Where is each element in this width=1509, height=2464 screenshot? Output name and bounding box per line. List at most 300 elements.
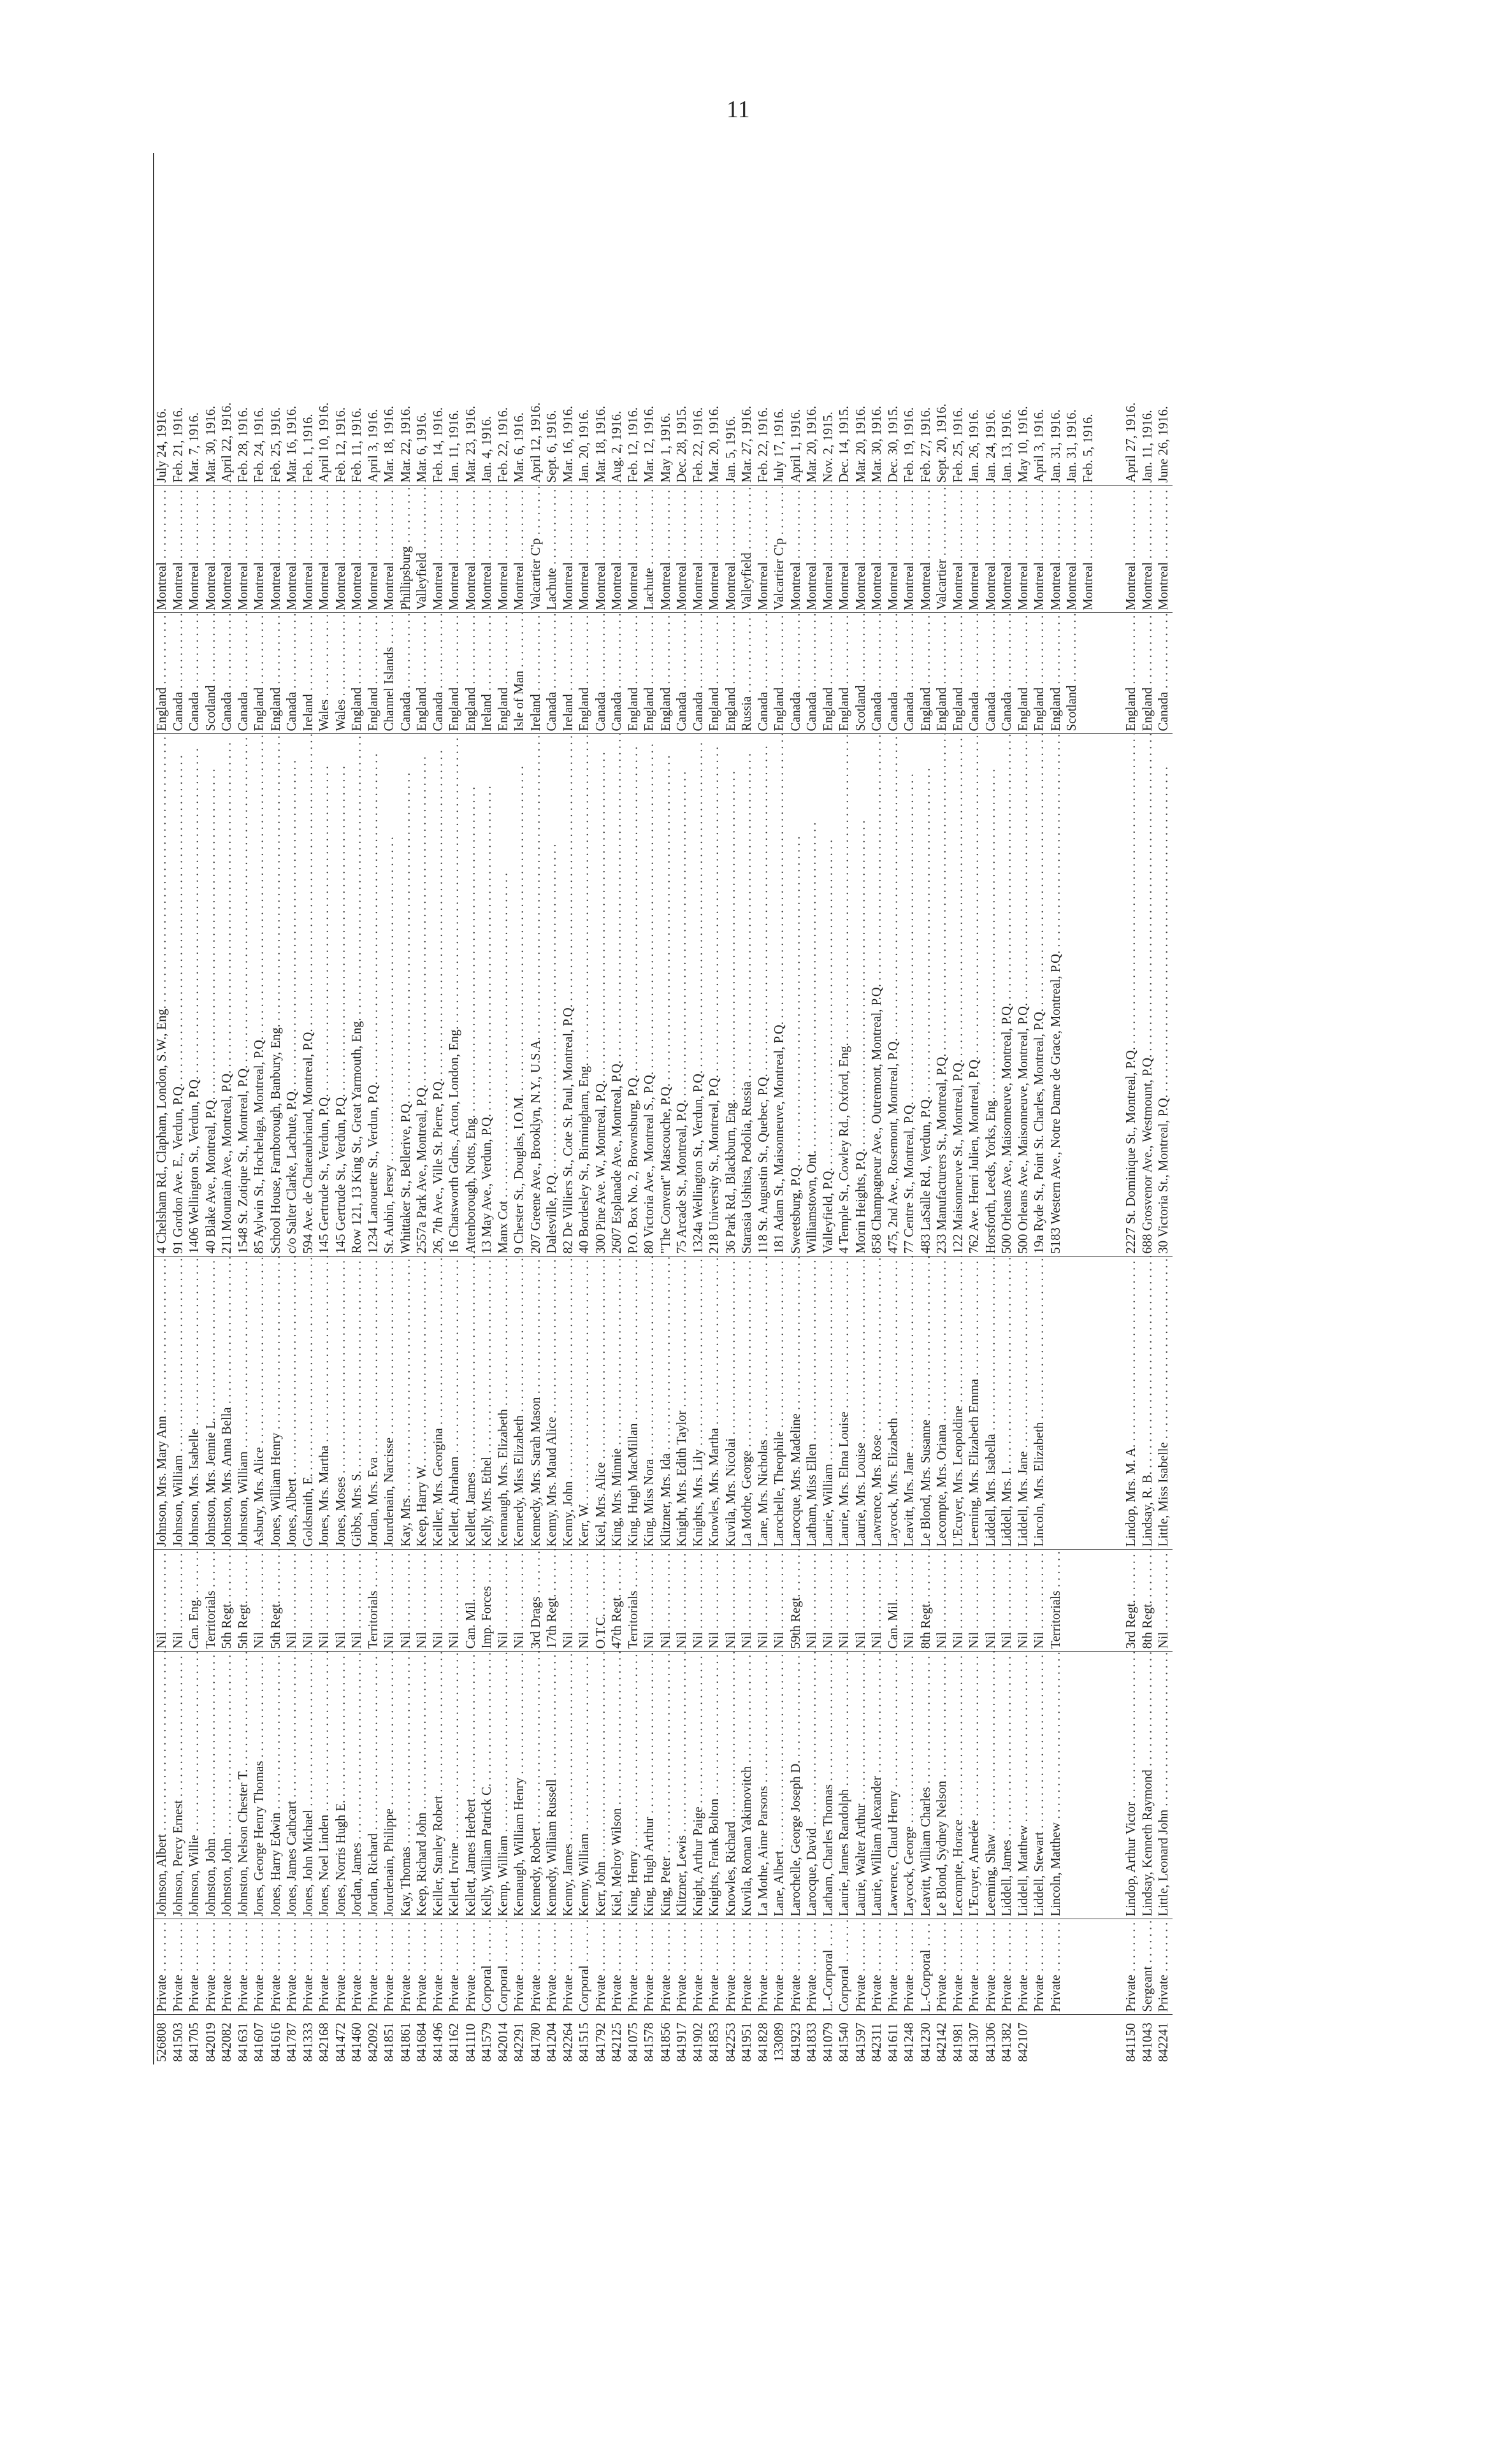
- former-corps-cell: Nil . . .: [804, 1550, 821, 1652]
- country-of-birth-cell: England . . .: [1048, 613, 1065, 734]
- place-of-enlistment-cell: Lachute . . .: [544, 486, 561, 613]
- date-of-enlistment-cell: April 10, 1916.: [317, 153, 333, 486]
- next-of-kin-address-cell: 145 Gertrude St., Verdun, P.Q. . . .: [317, 734, 333, 1257]
- country-of-birth-cell: Canada . . .: [171, 613, 187, 734]
- former-corps-cell: Nil . . .: [902, 1550, 918, 1652]
- place-of-enlistment-cell: Montreal . . .: [252, 486, 268, 613]
- date-of-enlistment-cell: Feb. 22, 1916.: [496, 153, 512, 486]
- regimental-number-cell: 841851: [382, 2022, 397, 2062]
- place-of-enlistment-cell: Montreal . . .: [1156, 486, 1173, 613]
- table-row: [756, 153, 772, 2064]
- date-of-enlistment-cell: Dec. 30, 1915.: [886, 153, 902, 486]
- country-of-birth-cell: Ireland . . .: [301, 613, 317, 734]
- regimental-number-cell: 841597: [853, 2022, 868, 2062]
- next-of-kin-address-cell: Row 121, 13 King St., Great Yarmouth, Eng. . . .: [349, 734, 366, 1257]
- country-of-birth-cell: Canada . . .: [902, 613, 918, 734]
- next-of-kin-cell: Johnson, Mrs. Mary Ann . . .: [154, 1257, 171, 1550]
- country-of-birth-cell: England . . .: [642, 613, 658, 734]
- place-of-enlistment-cell: Montreal . . .: [431, 486, 447, 613]
- former-corps-cell: 5th Regt. . . .: [268, 1550, 285, 1652]
- soldier-name-cell: King, Henry . . .: [626, 1652, 642, 1919]
- soldier-name-cell: Kellett, Irvine . . .: [447, 1652, 463, 1919]
- regimental-number-cell: 841861: [398, 2022, 413, 2062]
- soldier-name-cell: Lindsay, Kenneth Raymond . . .: [1140, 1652, 1157, 1919]
- rank-cell: Private . . .: [788, 1919, 805, 2015]
- rank-cell: Private . . .: [967, 1919, 983, 2015]
- next-of-kin-cell: Kenny, John . . .: [561, 1257, 577, 1550]
- rank-cell: Private . . .: [528, 1919, 545, 2015]
- table-row: [268, 153, 285, 2064]
- next-of-kin-cell: Laurie, Mrs. Louise . . .: [853, 1257, 870, 1550]
- rank-cell: Private . . .: [512, 1919, 528, 2015]
- next-of-kin-cell: Kellett, James . . .: [463, 1257, 480, 1550]
- rank-cell: Private . . .: [853, 1919, 870, 2015]
- roll-body: [154, 153, 1173, 2064]
- rank-cell: Private . . .: [951, 1919, 967, 2015]
- country-of-birth-cell: Scotland . . .: [853, 613, 870, 734]
- former-corps-cell: Nil . . .: [154, 1550, 171, 1652]
- date-of-enlistment-cell: Feb. 28, 1916.: [236, 153, 252, 486]
- next-of-kin-cell: Liddell, Mrs. Jane . . .: [1016, 1257, 1032, 1550]
- next-of-kin-cell: Jordan, Mrs. Eva . . .: [366, 1257, 382, 1550]
- soldier-name-cell: Little, Leonard John . . .: [1156, 1652, 1173, 1919]
- table-row: [869, 153, 886, 2064]
- next-of-kin-address-cell: 5183 Western Ave., Notre Dame de Grace, Montreal, P.Q. . . .: [1048, 734, 1065, 1257]
- place-of-enlistment-cell: Valcartier C'p . . .: [528, 486, 545, 613]
- former-corps-cell: 17th Regt. . . .: [544, 1550, 561, 1652]
- place-of-enlistment-cell: Montreal . . .: [951, 486, 967, 613]
- next-of-kin-cell: L'Ecuyer, Mrs. Leopoldine . . .: [951, 1257, 967, 1550]
- former-corps-cell: Nil . . .: [739, 1550, 756, 1652]
- country-of-birth-cell: Canada . . .: [284, 613, 301, 734]
- gap-cell: [1097, 1919, 1123, 2015]
- country-of-birth-cell: Canada . . .: [983, 613, 1000, 734]
- next-of-kin-address-cell: Valleyfield, P.Q. . . .: [821, 734, 837, 1257]
- regimental-number-cell: 842264: [561, 2022, 575, 2062]
- soldier-name-cell: Liddell, James . . .: [999, 1652, 1016, 1919]
- former-corps-cell: Nil . . .: [333, 1550, 350, 1652]
- former-corps-cell: Imp. Forces . . .: [479, 1550, 496, 1652]
- table-row: [902, 153, 918, 2064]
- table-row: [382, 153, 398, 2064]
- date-of-enlistment-cell: April 27, 1916.: [1123, 153, 1140, 486]
- table-row: [447, 153, 463, 2064]
- gap-cell: [1097, 1652, 1123, 1919]
- regimental-number-cell: 841079: [821, 2022, 835, 2062]
- next-of-kin-cell: Lincoln, Mrs. Elizabeth . . .: [1032, 1257, 1048, 1550]
- place-of-enlistment-cell: Montreal . . .: [1016, 486, 1032, 613]
- soldier-name-cell: Jordan, James . . .: [349, 1652, 366, 1919]
- next-of-kin-address-cell: 1548 St. Zotique St., Montreal, P.Q. . . .: [236, 734, 252, 1257]
- place-of-enlistment-cell: Valleyfield . . .: [414, 486, 431, 613]
- soldier-name-cell: Johnston, John . . .: [203, 1652, 220, 1919]
- next-of-kin-cell: Lindsay, R. B. . . .: [1140, 1257, 1157, 1550]
- regimental-number-cell: 841607: [252, 2022, 267, 2062]
- place-of-enlistment-cell: Valcartier C'p . . .: [772, 486, 788, 613]
- soldier-name-cell: Liddell, Matthew . . .: [1016, 1652, 1032, 1919]
- regimental-number-cell: 841248: [902, 2022, 917, 2062]
- country-of-birth-cell: Scotland . . .: [203, 613, 220, 734]
- date-of-enlistment-cell: Feb. 5, 1916.: [1081, 153, 1097, 486]
- country-of-birth-cell: Scotland . . .: [1064, 613, 1081, 734]
- country-of-birth-cell: Canada . . .: [544, 613, 561, 734]
- date-of-enlistment-cell: Mar. 23, 1916.: [463, 153, 480, 486]
- place-of-enlistment-cell: Montreal . . .: [219, 486, 236, 613]
- former-corps-cell: Nil . . .: [252, 1550, 268, 1652]
- date-of-enlistment-cell: Feb. 24, 1916.: [252, 153, 268, 486]
- rank-cell: Private . . .: [366, 1919, 382, 2015]
- country-of-birth-cell: England . . .: [951, 613, 967, 734]
- table-row: [154, 153, 171, 2064]
- country-of-birth-cell: England . . .: [707, 613, 723, 734]
- next-of-kin-address-cell: 300 Pine Ave. W., Montreal, P.Q. . . .: [593, 734, 610, 1257]
- date-of-enlistment-cell: Feb. 25, 1916.: [268, 153, 285, 486]
- place-of-enlistment-cell: Montreal . . .: [869, 486, 886, 613]
- next-of-kin-cell: Knight, Mrs. Edith Taylor . . .: [674, 1257, 691, 1550]
- next-of-kin-cell: Asbury, Mrs. Alice . . .: [252, 1257, 268, 1550]
- soldier-name-cell: Lawrence, Claud Henry . . .: [886, 1652, 902, 1919]
- soldier-name-cell: Laurie, Walter Arthur . . .: [853, 1652, 870, 1919]
- next-of-kin-address-cell: 80 Victoria Ave., Montreal S., P.Q. . . .: [642, 734, 658, 1257]
- rank-cell: Private . . .: [154, 1919, 171, 2015]
- rank-cell: Private . . .: [187, 1919, 203, 2015]
- country-of-birth-cell: England . . .: [821, 613, 837, 734]
- soldier-name-cell: [1064, 1652, 1081, 1919]
- date-of-enlistment-cell: Dec. 28, 1915.: [674, 153, 691, 486]
- next-of-kin-address-cell: Williamstown, Ont. . . .: [804, 734, 821, 1257]
- soldier-name-cell: Johnson, Willie . . .: [187, 1652, 203, 1919]
- regimental-number-cell: 841951: [740, 2022, 754, 2062]
- rank-cell: Private . . .: [382, 1919, 398, 2015]
- former-corps-cell: 3rd Regt. . . .: [1123, 1550, 1140, 1652]
- next-of-kin-cell: Little, Miss Isabelle . . .: [1156, 1257, 1173, 1550]
- country-of-birth-cell: Canada . . .: [691, 613, 707, 734]
- date-of-enlistment-cell: Mar. 16, 1916.: [561, 153, 577, 486]
- date-of-enlistment-cell: Sept. 6, 1916.: [544, 153, 561, 486]
- next-of-kin-address-cell: 2607 Esplanade Ave., Montreal, P.Q. . . .: [609, 734, 626, 1257]
- date-of-enlistment-cell: Jan. 11, 1916.: [447, 153, 463, 486]
- next-of-kin-address-cell: 16 Chatsworth Gdns., Acton, London, Eng. . . .: [447, 734, 463, 1257]
- regimental-number-cell: 841579: [480, 2022, 495, 2062]
- former-corps-cell: Nil . . .: [414, 1550, 431, 1652]
- former-corps-cell: 5th Regt. . . .: [219, 1550, 236, 1652]
- soldier-name-cell: Jones, James Cathcart . . .: [284, 1652, 301, 1919]
- place-of-enlistment-cell: Valleyfield . . .: [739, 486, 756, 613]
- date-of-enlistment-cell: Mar. 27, 1916.: [739, 153, 756, 486]
- table-row: [804, 153, 821, 2064]
- next-of-kin-address-cell: Whittaker St., Bellerive, P.Q. . . .: [398, 734, 415, 1257]
- next-of-kin-cell: Jones, William Henry . . .: [268, 1257, 285, 1550]
- soldier-name-cell: Keep, Richard John . . .: [414, 1652, 431, 1919]
- table-row: [366, 153, 382, 2064]
- country-of-birth-cell: England . . .: [496, 613, 512, 734]
- soldier-name-cell: Laurie, James Randolph . . .: [837, 1652, 853, 1919]
- former-corps-cell: Nil . . .: [496, 1550, 512, 1652]
- soldier-name-cell: Johnston, Nelson Chester T. . . .: [236, 1652, 252, 1919]
- next-of-kin-cell: Larochelle, Theophile . . .: [772, 1257, 788, 1550]
- gap-cell: [1097, 1257, 1123, 1550]
- former-corps-cell: Nil . . .: [1016, 1550, 1032, 1652]
- table-row: [203, 153, 220, 2064]
- rank-cell: Corporal . . .: [577, 1919, 593, 2015]
- next-of-kin-cell: Kennedy, Mrs. Sarah Mason . . .: [528, 1257, 545, 1550]
- rank-cell: Private . . .: [236, 1919, 252, 2015]
- table-row: [658, 153, 675, 2064]
- country-of-birth-cell: England . . .: [154, 613, 171, 734]
- date-of-enlistment-cell: April 1, 1916.: [788, 153, 805, 486]
- soldier-name-cell: Jones, John Michael . . .: [301, 1652, 317, 1919]
- former-corps-cell: Nil . . .: [1032, 1550, 1048, 1652]
- next-of-kin-cell: Latham, Miss Ellen . . .: [804, 1257, 821, 1550]
- former-corps-cell: 3rd Drags . . .: [528, 1550, 545, 1652]
- date-of-enlistment-cell: Mar. 12, 1916.: [642, 153, 658, 486]
- soldier-name-cell: [1081, 1652, 1097, 1919]
- place-of-enlistment-cell: Montreal . . .: [1032, 486, 1048, 613]
- regimental-number-cell: 841230: [918, 2022, 933, 2062]
- next-of-kin-address-cell: 36 Park Rd., Blackburn, Eng. . . .: [723, 734, 740, 1257]
- table-row: [1016, 153, 1032, 2064]
- place-of-enlistment-cell: Montreal . . .: [626, 486, 642, 613]
- former-corps-cell: Nil . . .: [967, 1550, 983, 1652]
- soldier-name-cell: Kennedy, Robert . . .: [528, 1652, 545, 1919]
- soldier-name-cell: Keiller, Stanley Robert . . .: [431, 1652, 447, 1919]
- place-of-enlistment-cell: Montreal . . .: [1048, 486, 1065, 613]
- date-of-enlistment-cell: Feb. 12, 1916.: [333, 153, 350, 486]
- place-of-enlistment-cell: Montreal . . .: [756, 486, 772, 613]
- date-of-enlistment-cell: Sept. 20, 1916.: [934, 153, 951, 486]
- next-of-kin-cell: [1048, 1257, 1065, 1550]
- table-row: [642, 153, 658, 2064]
- table-row: [1123, 153, 1140, 2064]
- former-corps-cell: Territorials . . .: [626, 1550, 642, 1652]
- next-of-kin-address-cell: 82 De Villiers St., Cote St. Paul, Montreal, P.Q. . . .: [561, 734, 577, 1257]
- next-of-kin-address-cell: Sweetsburg, P.Q. . . .: [788, 734, 805, 1257]
- country-of-birth-cell: Canada . . .: [398, 613, 415, 734]
- date-of-enlistment-cell: Dec. 14, 1915.: [837, 153, 853, 486]
- country-of-birth-cell: England . . .: [1032, 613, 1048, 734]
- rank-cell: [1064, 1919, 1081, 2015]
- regimental-number-cell: 841787: [285, 2022, 300, 2062]
- date-of-enlistment-cell: Jan. 11, 1916.: [1140, 153, 1157, 486]
- country-of-birth-cell: England . . .: [1123, 613, 1140, 734]
- next-of-kin-cell: Johnson, William . . .: [171, 1257, 187, 1550]
- rank-cell: L.-Corporal . . .: [918, 1919, 935, 2015]
- place-of-enlistment-cell: Montreal . . .: [236, 486, 252, 613]
- country-of-birth-cell: Canada . . .: [788, 613, 805, 734]
- table-row: [236, 153, 252, 2064]
- table-row: [609, 153, 626, 2064]
- soldier-name-cell: Kennedy, William Russell . . .: [544, 1652, 561, 1919]
- former-corps-cell: Nil . . .: [983, 1550, 1000, 1652]
- next-of-kin-cell: Kelly, Mrs. Ethel . . .: [479, 1257, 496, 1550]
- former-corps-cell: Nil . . .: [707, 1550, 723, 1652]
- rank-cell: [1081, 1919, 1097, 2015]
- country-of-birth-cell: England . . .: [772, 613, 788, 734]
- country-of-birth-cell: Canada . . .: [756, 613, 772, 734]
- next-of-kin-address-cell: Attenborough, Notts, Eng. . . .: [463, 734, 480, 1257]
- date-of-enlistment-cell: Jan. 20, 1916.: [577, 153, 593, 486]
- date-of-enlistment-cell: Mar. 20, 1916.: [853, 153, 870, 486]
- regimental-number-cell: 133089: [772, 2022, 787, 2062]
- next-of-kin-cell: Johnson, Mrs. Isabelle . . .: [187, 1257, 203, 1550]
- country-of-birth-cell: Canada . . .: [431, 613, 447, 734]
- next-of-kin-cell: Liddell, Mrs. I. . . .: [999, 1257, 1016, 1550]
- next-of-kin-cell: Jourdenain, Narcisse . . .: [382, 1257, 398, 1550]
- date-of-enlistment-cell: April 3, 1916.: [366, 153, 382, 486]
- next-of-kin-address-cell: 118 St. Augustin St., Quebec, P.Q. . . .: [756, 734, 772, 1257]
- soldier-name-cell: Lindop, Arthur Victor . . .: [1123, 1652, 1140, 1919]
- rank-cell: Private . . .: [658, 1919, 675, 2015]
- former-corps-cell: Nil . . .: [723, 1550, 740, 1652]
- regimental-number-cell: 842092: [366, 2022, 380, 2062]
- soldier-name-cell: King, Peter . . .: [658, 1652, 675, 1919]
- regimental-number-cell: 841306: [983, 2022, 998, 2062]
- place-of-enlistment-cell: Montreal . . .: [512, 486, 528, 613]
- next-of-kin-address-cell: 85 Aylwin St., Hochelaga, Montreal, P.Q. . . .: [252, 734, 268, 1257]
- country-of-birth-cell: England . . .: [252, 613, 268, 734]
- next-of-kin-cell: Jones, Albert . . .: [284, 1257, 301, 1550]
- soldier-name-cell: Larochelle, George Joseph D. . . .: [788, 1652, 805, 1919]
- table-row: [1081, 153, 1097, 2064]
- place-of-enlistment-cell: Montreal . . .: [284, 486, 301, 613]
- country-of-birth-cell: Russia . . .: [739, 613, 756, 734]
- former-corps-cell: Nil . . .: [561, 1550, 577, 1652]
- place-of-enlistment-cell: Montreal . . .: [674, 486, 691, 613]
- place-of-enlistment-cell: Montreal . . .: [837, 486, 853, 613]
- country-of-birth-cell: England . . .: [463, 613, 480, 734]
- country-of-birth-cell: England . . .: [1140, 613, 1157, 734]
- soldier-name-cell: Kemp, William . . .: [496, 1652, 512, 1919]
- country-of-birth-cell: England . . .: [577, 613, 593, 734]
- next-of-kin-cell: Laurie, William . . .: [821, 1257, 837, 1550]
- place-of-enlistment-cell: Montreal . . .: [577, 486, 593, 613]
- table-row: [349, 153, 366, 2064]
- country-of-birth-cell: Isle of Man . . .: [512, 613, 528, 734]
- former-corps-cell: 8th Regt. . . .: [1140, 1550, 1157, 1652]
- former-corps-cell: O.T.C. . . .: [593, 1550, 610, 1652]
- soldier-name-cell: Kiel, Melroy Wilson . . .: [609, 1652, 626, 1919]
- regimental-number-cell: 841472: [333, 2022, 348, 2062]
- table-row: [301, 153, 317, 2064]
- regimental-number-cell: 842107: [1016, 2022, 1030, 2062]
- next-of-kin-address-cell: 2227 St. Dominique St., Montreal, P.Q. . . .: [1123, 734, 1140, 1257]
- rank-cell: L.-Corporal . . .: [821, 1919, 837, 2015]
- regimental-number-cell: 841333: [301, 2022, 315, 2062]
- regimental-number-cell: 841780: [528, 2022, 543, 2062]
- next-of-kin-address-cell: 4 Temple St., Cowley Rd., Oxford, Eng. . . .: [837, 734, 853, 1257]
- date-of-enlistment-cell: Mar. 22, 1916.: [398, 153, 415, 486]
- soldier-name-cell: Jones, George Henry Thomas . . .: [252, 1652, 268, 1919]
- next-of-kin-address-cell: 688 Grosvenor Ave., Westmount, P.Q. . . .: [1140, 734, 1157, 1257]
- country-of-birth-cell: Wales . . .: [333, 613, 350, 734]
- place-of-enlistment-cell: Montreal . . .: [999, 486, 1016, 613]
- soldier-name-cell: Leeming, Shaw . . .: [983, 1652, 1000, 1919]
- next-of-kin-cell: Johnston, Mrs. Jennie L. . . .: [203, 1257, 220, 1550]
- soldier-name-cell: Johnston, John . . .: [219, 1652, 236, 1919]
- date-of-enlistment-cell: Mar. 30, 1916.: [869, 153, 886, 486]
- place-of-enlistment-cell: Montreal . . .: [821, 486, 837, 613]
- next-of-kin-cell: Kiel, Mrs. Alice . . .: [593, 1257, 610, 1550]
- date-of-enlistment-cell: Mar. 20, 1916.: [707, 153, 723, 486]
- place-of-enlistment-cell: Montreal . . .: [609, 486, 626, 613]
- place-of-enlistment-cell: Montreal . . .: [1123, 486, 1140, 613]
- soldier-name-cell: Larocque, David . . .: [804, 1652, 821, 1919]
- rank-cell: Private . . .: [301, 1919, 317, 2015]
- next-of-kin-address-cell: 145 Gertrude St., Verdun, P.Q. . . .: [333, 734, 350, 1257]
- next-of-kin-cell: Gibbs, Mrs. S. . . .: [349, 1257, 366, 1550]
- next-of-kin-cell: Laurie, Mrs. Elma Louise . . .: [837, 1257, 853, 1550]
- former-corps-cell: Nil . . .: [642, 1550, 658, 1652]
- soldier-name-cell: Laurie, William Alexander . . .: [869, 1652, 886, 1919]
- next-of-kin-address-cell: 218 University St., Montreal, P.Q. . . .: [707, 734, 723, 1257]
- former-corps-cell: Nil . . .: [171, 1550, 187, 1652]
- table-row: [431, 153, 447, 2064]
- next-of-kin-cell: Kay, Mrs. . . .: [398, 1257, 415, 1550]
- table-row: [951, 153, 967, 2064]
- soldier-name-cell: Le Blond, Sydney Nelson . . .: [934, 1652, 951, 1919]
- regimental-number-cell: 841307: [967, 2022, 982, 2062]
- soldier-name-cell: Lincoln, Matthew . . .: [1048, 1652, 1065, 1919]
- regimental-number-cell: 841853: [707, 2022, 722, 2062]
- regimental-number-cell: 841611: [886, 2022, 900, 2062]
- rank-cell: Private . . .: [333, 1919, 350, 2015]
- date-of-enlistment-cell: Jan. 13, 1916.: [999, 153, 1016, 486]
- regimental-number-cell: 841043: [1140, 2022, 1155, 2062]
- next-of-kin-cell: Le Blond, Mrs. Susanne . . .: [918, 1257, 935, 1550]
- date-of-enlistment-cell: Feb. 12, 1916.: [626, 153, 642, 486]
- date-of-enlistment-cell: Mar. 16, 1916.: [284, 153, 301, 486]
- regimental-number-cell: 842142: [935, 2022, 949, 2062]
- date-of-enlistment-cell: Feb. 27, 1916.: [918, 153, 935, 486]
- place-of-enlistment-cell: Montreal . . .: [366, 486, 382, 613]
- regimental-number-cell: 841902: [691, 2022, 705, 2062]
- country-of-birth-cell: England . . .: [447, 613, 463, 734]
- next-of-kin-address-cell: St. Aubin, Jersey . . .: [382, 734, 398, 1257]
- country-of-birth-cell: Ireland . . .: [479, 613, 496, 734]
- soldier-name-cell: Jones, Norris Hugh E. . . .: [333, 1652, 350, 1919]
- place-of-enlistment-cell: Montreal . . .: [382, 486, 398, 613]
- regimental-number-cell: 841150: [1124, 2022, 1139, 2062]
- date-of-enlistment-cell: April 12, 1916.: [528, 153, 545, 486]
- country-of-birth-cell: Canada . . .: [187, 613, 203, 734]
- rank-cell: Private . . .: [544, 1919, 561, 2015]
- rank-cell: Sergeant . . .: [1140, 1919, 1157, 2015]
- date-of-enlistment-cell: July 17, 1916.: [772, 153, 788, 486]
- rank-cell: Private . . .: [463, 1919, 480, 2015]
- next-of-kin-address-cell: Dalesville, P.Q. . . .: [544, 734, 561, 1257]
- table-row: [853, 153, 870, 2064]
- next-of-kin-cell: Kuvila, Mrs. Nicolai . . .: [723, 1257, 740, 1550]
- former-corps-cell: [1064, 1550, 1081, 1652]
- table-row: [821, 153, 837, 2064]
- former-corps-cell: Can. Mil. . . .: [463, 1550, 480, 1652]
- next-of-kin-cell: Lawrence, Mrs. Rose . . .: [869, 1257, 886, 1550]
- regimental-number-cell: [1032, 2015, 1048, 2064]
- rank-cell: Corporal . . .: [496, 1919, 512, 2015]
- former-corps-cell: Territorials . . .: [203, 1550, 220, 1652]
- former-corps-cell: Nil . . .: [821, 1550, 837, 1652]
- table-row: [398, 153, 415, 2064]
- next-of-kin-address-cell: Horsforth, Leeds, Yorks, Eng. . . .: [983, 734, 1000, 1257]
- date-of-enlistment-cell: Mar. 18, 1916.: [382, 153, 398, 486]
- gap-cell: [1097, 734, 1123, 1257]
- regimental-number-cell: 526808: [154, 2015, 171, 2064]
- next-of-kin-cell: Klitzner, Mrs. Ida . . .: [658, 1257, 675, 1550]
- next-of-kin-cell: Jones, Moses . . .: [333, 1257, 350, 1550]
- regimental-number-cell: 841110: [463, 2023, 478, 2062]
- regimental-number-cell: 842168: [317, 2022, 332, 2062]
- soldier-name-cell: Kellett, James Herbert . . .: [463, 1652, 480, 1919]
